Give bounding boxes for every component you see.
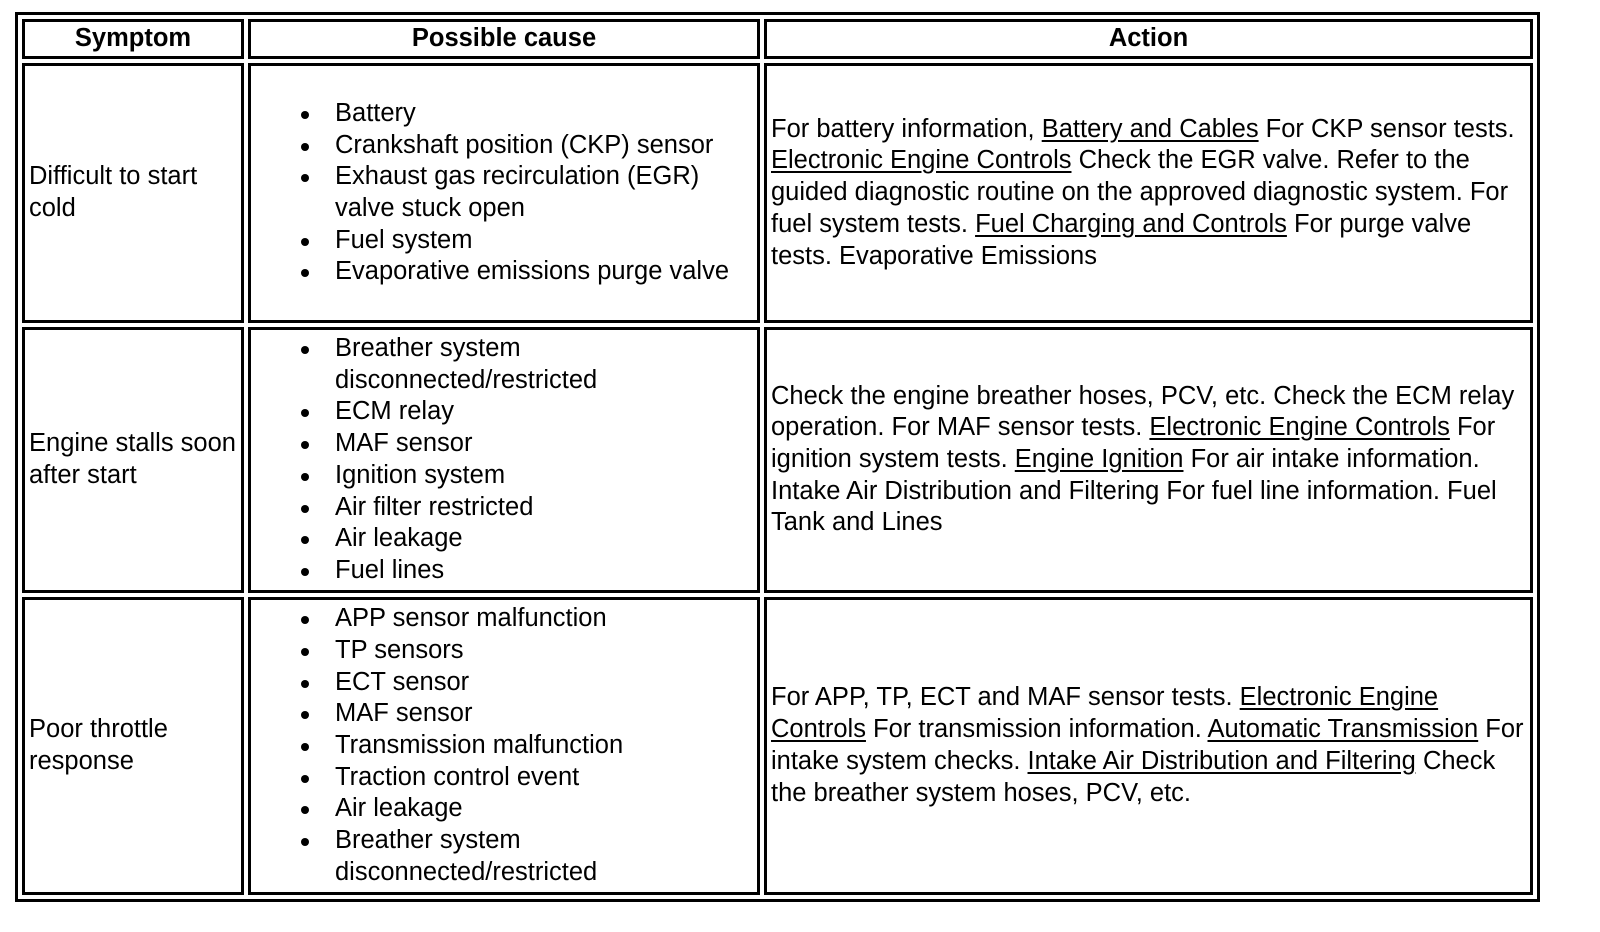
action-text: Check the engine breather hoses, PCV, etc. Check the ECM relay operation. For MAF sensor tests. [771,381,1515,442]
action-cell [764,63,1533,323]
cause-item: Crankshaft position (CKP) sensor [335,130,757,162]
cause-item: Transmission malfunction [335,730,757,762]
cause-item: TP sensors [335,635,757,667]
action-text: Check the EGR valve. Refer to the guided diagnostic routine on the approved diagnostic system. For fuel system tests. [771,146,1509,238]
action-text: For purge valve tests. Evaporative Emissions [771,209,1472,270]
table-row [22,327,1533,593]
action-text: For transmission information. [865,715,1208,744]
manual-section-link[interactable]: Fuel Charging and Controls [975,209,1287,238]
table-row [22,63,1533,323]
cause-list [255,98,757,288]
cause-item: Breather system disconnected/restricted [335,333,757,396]
cause-item: Air filter restricted [335,492,757,524]
cause-item: Fuel lines [335,555,757,587]
symptom-cell: Poor throttle response [22,597,244,895]
cause-item: Air leakage [335,793,757,825]
diagnosis-table [15,12,1540,902]
action-text: For intake system checks. [771,715,1524,775]
manual-section-link[interactable]: Electronic Engine Controls [771,683,1439,744]
cause-cell [248,327,760,593]
header-action: Action [764,19,1533,59]
header-row [22,19,1533,59]
cause-cell [248,63,760,323]
action-text: For ignition system tests. [771,413,1496,474]
action-text: For air intake information. Intake Air Distribution and Filtering For fuel line information. Fuel Tank and Lines [771,445,1497,537]
action-text: Check the breather system hoses, PCV, etc. [771,746,1496,807]
cause-item: ECT sensor [335,667,757,699]
manual-section-link[interactable]: Electronic Engine Controls [771,146,1072,175]
cause-item: ECM relay [335,396,757,428]
cause-item: Traction control event [335,762,757,794]
table-row [22,597,1533,895]
manual-section-link[interactable]: Automatic Transmission [1207,715,1479,744]
cause-item: Air leakage [335,523,757,555]
cause-item: Breather system disconnected/restricted [335,825,757,888]
manual-section-link[interactable]: Battery and Cables [1041,114,1259,143]
cause-item: Evaporative emissions purge valve [335,256,757,288]
cause-item: Exhaust gas recirculation (EGR) valve stuck open [335,161,757,224]
header-symptom: Symptom [22,19,244,59]
header-possible-cause: Possible cause [248,19,760,59]
cause-list [255,603,757,888]
action-text: For battery information, [771,114,1042,143]
cause-item: Ignition system [335,460,757,492]
cause-item: MAF sensor [335,428,757,460]
action-cell [764,327,1533,593]
action-cell [764,597,1533,895]
manual-section-link[interactable]: Electronic Engine Controls [1149,413,1450,442]
cause-cell [248,597,760,895]
symptom-cell: Engine stalls soon after start [22,327,244,593]
cause-list [255,333,757,587]
cause-item: APP sensor malfunction [335,603,757,635]
manual-section-link[interactable]: Engine Ignition [1014,445,1184,474]
symptom-cell: Difficult to start cold [22,63,244,323]
action-text: For APP, TP, ECT and MAF sensor tests. [771,683,1240,712]
cause-item: Fuel system [335,225,757,257]
action-text: For CKP sensor tests. [1258,114,1515,143]
cause-item: Battery [335,98,757,130]
cause-item: MAF sensor [335,698,757,730]
manual-section-link[interactable]: Intake Air Distribution and Filtering [1027,746,1416,775]
